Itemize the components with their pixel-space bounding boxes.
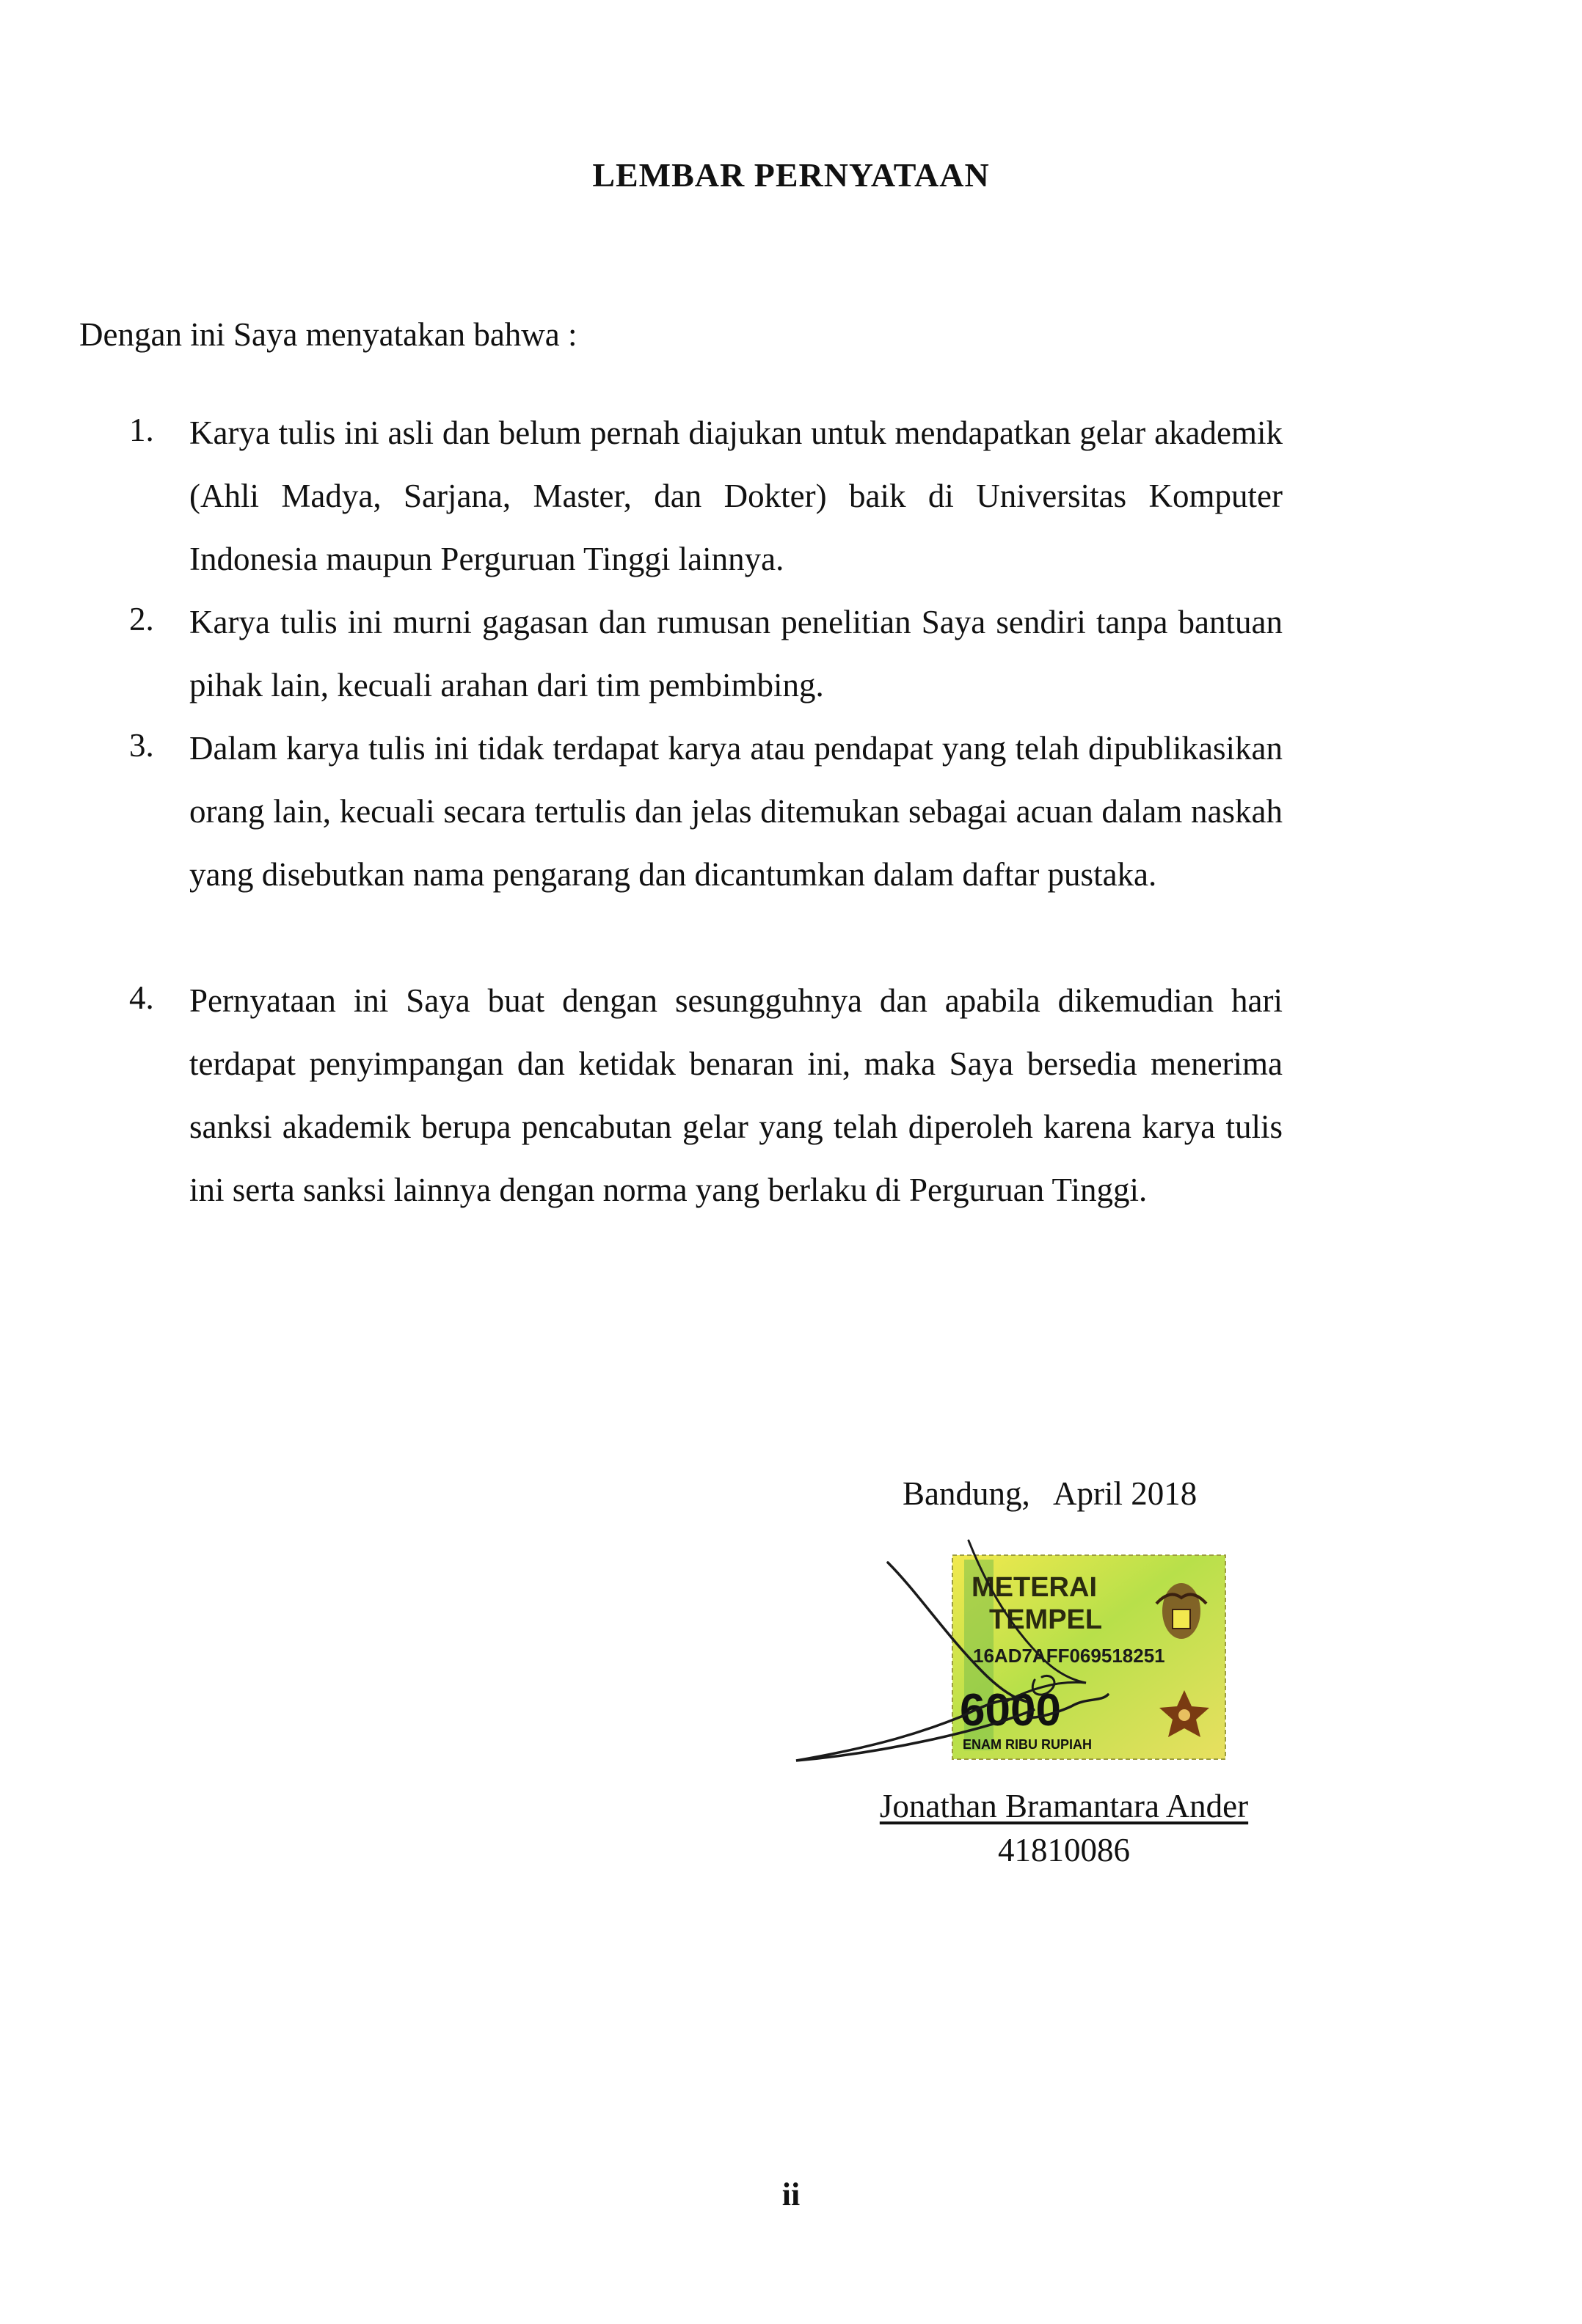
page-number: ii	[781, 2177, 801, 2212]
list-item-text: Pernyataan ini Saya buat dengan sesungguhnya dan apabila dikemudian hari terdapat penyimpangan dan ketidak benaran ini, maka Saya bersedia menerima sanksi akademik berupa pencabutan gelar yang telah diperoleh karena karya tulis ini serta sanksi lainnya dengan norma yang berlaku di Perguruan Tinggi.	[189, 982, 1283, 1208]
intro-text: Dengan ini Saya menyatakan bahwa :	[79, 316, 577, 353]
signer-id: 41810086	[998, 1832, 1130, 1868]
stamp-line1: METERAI	[972, 1572, 1097, 1603]
stamp-value: 6000	[960, 1685, 1061, 1736]
list-item-text: Karya tulis ini asli dan belum pernah diajukan untuk mendapatkan gelar akademik (Ahli Madya, Sarjana, Master, dan Dokter) baik di Universitas Komputer Indonesia maupun Perguruan Tinggi lainnya.	[189, 414, 1283, 577]
list-item-text: Karya tulis ini murni gagasan dan rumusan penelitian Saya sendiri tanpa bantuan pihak lain, kecuali arahan dari tim pembimbing.	[189, 604, 1283, 704]
list-item-number: 4.	[129, 979, 154, 1016]
list-item-text: Dalam karya tulis ini tidak terdapat karya atau pendapat yang telah dipublikasikan orang lain, kecuali secara tertulis dan jelas ditemukan sebagai acuan dalam naskah yang disebutkan nama pengarang dan dicantumkan dalam daftar pustaka.	[189, 730, 1283, 893]
list-item-number: 2.	[129, 601, 154, 637]
page-title: LEMBAR PERNYATAAN	[592, 156, 990, 194]
stamp-serial: 16AD7AFF069518251	[973, 1645, 1165, 1667]
handwritten-signature	[792, 1533, 1262, 1768]
stamp-line2: TEMPEL	[989, 1604, 1103, 1635]
list-item-number: 1.	[129, 412, 154, 448]
signer-name: Jonathan Bramantara Ander	[879, 1788, 1249, 1824]
place-date: Bandung, April 2018	[903, 1475, 1198, 1512]
list-item-number: 3.	[129, 727, 154, 764]
stamp-words: ENAM RIBU RUPIAH	[963, 1737, 1093, 1752]
